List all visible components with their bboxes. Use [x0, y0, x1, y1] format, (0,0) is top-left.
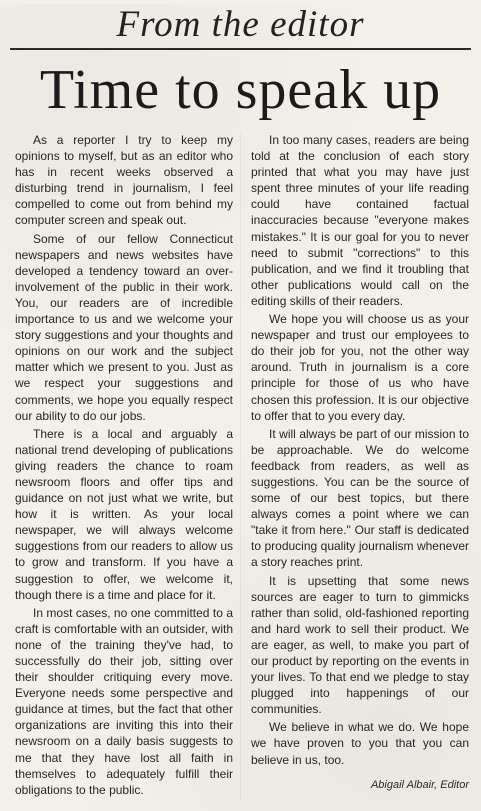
paragraph: It will always be part of our mission to be approachable. We do welcome feedback from readers, as well as suggestions. You can be the source of some of our best topics, but there always comes a point where we can "take it from here." Our staff is dedicated to producing quality journalism whenever a story reaches print. [251, 426, 469, 570]
paragraph: In most cases, no one committed to a craft is comfortable with an outsider, with none of the training they've had, to successfully do their job, sitting over their shoulder critiquing every move. Everyone needs some perspective and guidance at times, but the fact that other organizations are inviting this into their newsroom on a daily basis suggests to me that they have lost all faith in themselves to adequately fulfill their obligations to the public. [15, 605, 233, 797]
left-column [15, 132, 233, 798]
editor-signature: Abigail Albair, Editor [370, 778, 469, 791]
article-columns [15, 132, 469, 798]
header-rule [10, 48, 471, 50]
paragraph: In too many cases, readers are being told at the conclusion of each story printed that what you may have just spent three minutes of your life reading could have contained factual inaccuracies because "everyone makes mistakes." It is our goal for you to never need to submit "corrections" to this publication, and we find it troubling that other publications would call on the editing skills of their readers. [251, 133, 469, 308]
article-headline: Time to speak up [39, 59, 442, 121]
paragraph: There is a local and arguably a national trend developing of publications giving readers the chance to roam newsroom floors and offer tips and guidance on not just what we write, but how it is written. As your local newspaper, we will always welcome suggestions from our readers to allow us to grow and transform. If you have a suggestion to offer, we welcome it, though there is a time and place for it. [15, 426, 233, 602]
paragraph: Some of our fellow Connecticut newspapers and news websites have developed a tendency toward an over-involvement of the public in their work. You, our readers are of incredible importance to us and we welcome your story suggestions and your thoughts and opinions on our work and the subject matter which we present to you. Just as we respect your suggestions and comments, we hope you equally respect our ability to do our jobs. [15, 231, 233, 423]
section-kicker: From the editor [116, 4, 365, 45]
newspaper-page [0, 4, 481, 811]
paragraph: As a reporter I try to keep my opinions to myself, but as an editor who has in recent weeks observed a disturbing trend in journalism, I feel compelled to come out from behind my computer screen and speak out. [15, 133, 233, 228]
paragraph: It is upsetting that some news sources are eager to turn to gimmicks rather than solid, old-fashioned reporting and hard work to sell their product. We are eager, as well, to make you part of our product by reporting on the events in your lives. To that end we pledge to stay plugged into happenings of our communities. [251, 573, 469, 717]
right-column [251, 132, 469, 798]
paragraph: We believe in what we do. We hope we have proven to you that you can believe in us, too. [251, 720, 469, 767]
paragraph: We hope you will choose us as your newspaper and trust our employees to do their job for you, not the other way around. Truth in journalism is a core principle for those of us who have chosen this profession. It is our objective to offer that to you every day. [251, 312, 469, 423]
